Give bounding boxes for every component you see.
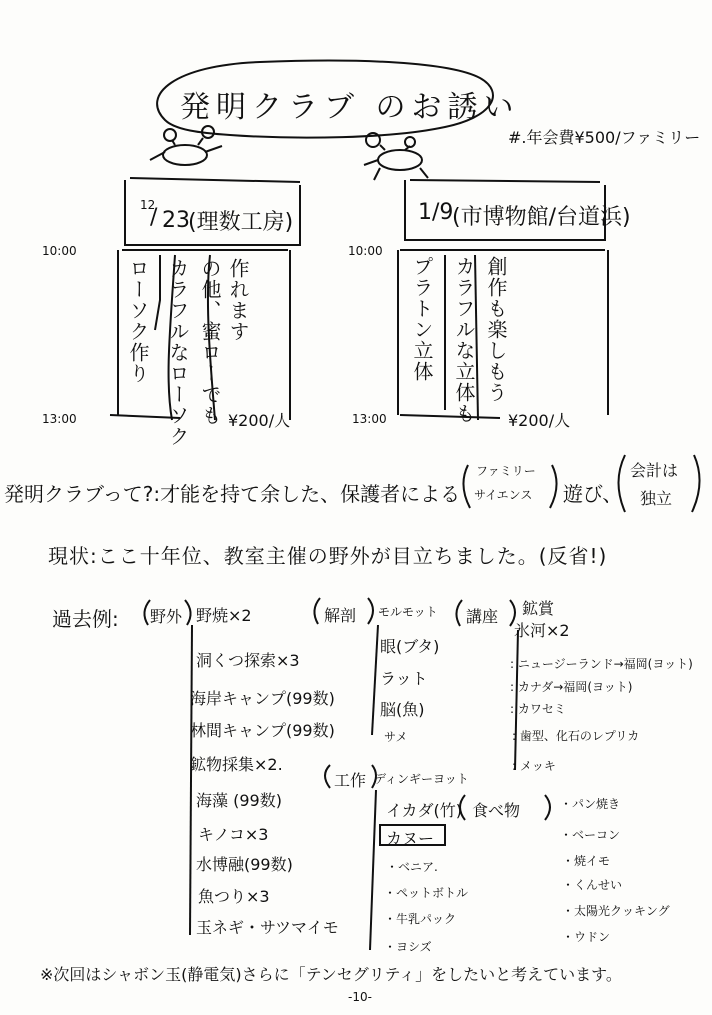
craft-item: ・ヨシズ [384, 940, 432, 954]
food-label: 食べ物 [472, 801, 521, 820]
outdoor-item: 林間キャンプ(99数) [190, 721, 335, 740]
page-number: -10- [348, 990, 372, 1004]
past-label: 過去例: [52, 607, 119, 631]
annual-fee: #.年会費¥500/ファミリー [508, 128, 701, 147]
event2-time-start: 10:00 [348, 244, 383, 258]
food-item: ・太陽光クッキング [562, 904, 670, 918]
craft-item: ディンギーヨット [374, 772, 469, 786]
event1-place: (理数工房) [188, 210, 294, 235]
what-is-bracket1-bottom: サイエンス [474, 488, 533, 502]
food-item: ・ウドン [562, 930, 611, 944]
food-item: ・くんせい [562, 878, 623, 892]
what-is-bracket2-bottom: 独立 [640, 489, 673, 508]
crab-left-drawing [150, 126, 222, 165]
outdoor-item: 水博融(99数) [196, 855, 293, 874]
craft-item: ・牛乳パック [384, 912, 457, 926]
lecture-item: 氷河×2 [514, 621, 570, 640]
next-time-note: ※次回はシャボン玉(静電気)さらに「テンセグリティ」をしたいと考えています。 [40, 965, 622, 984]
event1-time-end: 13:00 [42, 412, 77, 426]
event1-date-sep: / [150, 205, 158, 230]
event1-price: ¥200/人 [228, 411, 291, 430]
food-item: ・パン焼き [560, 797, 621, 811]
outdoor-item: 海藻 (99数) [196, 791, 282, 810]
outdoor-label: 野外 [150, 607, 183, 626]
lecture-item: : カワセミ [510, 702, 566, 716]
event1-date-day: 23 [162, 208, 190, 233]
outdoor-item: 海岸キャンプ(99数) [190, 689, 335, 708]
outdoor-item: キノコ×3 [198, 825, 269, 844]
craft-item: ・ペットボトル [384, 886, 469, 900]
craft-label: 工作 [334, 771, 367, 790]
food-item: ・ベーコン [560, 828, 621, 842]
dissect-item: モルモット [378, 605, 438, 619]
what-is-mid: 遊び、 [563, 482, 623, 506]
event2-price: ¥200/人 [508, 411, 571, 430]
event1-time-start: 10:00 [42, 244, 77, 258]
dissect-item: サメ [384, 730, 408, 744]
event2-desc-2: 創作も楽しもう [484, 256, 508, 403]
outdoor-item: 洞くつ探索×3 [196, 651, 300, 670]
outdoor-item: 玉ネギ・サツマイモ [196, 918, 339, 937]
outdoor-item: 鉱物採集×2. [190, 755, 283, 774]
dissect-item: 眼(ブタ) [380, 637, 440, 656]
event2-time-end: 13:00 [352, 412, 387, 426]
craft-item-canoe: カヌー [386, 829, 435, 848]
what-is-lead: 発明クラブって?:才能を持て余した、保護者による [4, 482, 461, 506]
lecture-item: 鉱賞 [522, 599, 555, 618]
status-line: 現状:ここ十年位、教室主催の野外が目立ちました。(反省!) [48, 544, 608, 568]
page-title: 発明クラブ のお誘い [180, 90, 520, 125]
lecture-item: : メッキ [512, 759, 556, 773]
event1-date-month: 12 [140, 198, 156, 212]
craft-item: イカダ(竹) [386, 801, 463, 820]
event1-desc-3: 作れます [226, 258, 250, 342]
event2-date: 1/9 [418, 200, 454, 225]
outdoor-item: 魚つり×3 [198, 887, 270, 906]
lecture-label: 講座 [466, 607, 499, 626]
dissect-label: 解剖 [324, 606, 357, 625]
lecture-item: : 歯型、化石のレプリカ [512, 729, 640, 743]
food-item: ・焼イモ [562, 854, 611, 868]
craft-item: ・ベニア. [386, 860, 438, 874]
lecture-item: : ニュージーランド→福岡(ヨット) [510, 657, 693, 671]
crab-right-drawing [364, 133, 428, 180]
event2-desc-1: カラフルな立体も [452, 256, 476, 424]
event1-title: ローソク作り [126, 258, 150, 384]
dissect-item: ラット [380, 669, 428, 688]
event1-desc-1: カラフルなローソク [166, 258, 190, 447]
outdoor-item: 野焼×2 [196, 606, 252, 625]
event2-title: プラトン立体 [410, 256, 434, 382]
what-is-bracket1-top: ファミリー [476, 464, 536, 478]
dissect-item: 脳(魚) [380, 700, 425, 719]
event2-place: (市博物館/台道浜) [452, 205, 631, 230]
event1-desc-2: の他、蜜ローでも [198, 258, 222, 426]
what-is-bracket2-top: 会計は [630, 461, 679, 480]
lecture-item: : カナダ→福岡(ヨット) [510, 680, 633, 694]
